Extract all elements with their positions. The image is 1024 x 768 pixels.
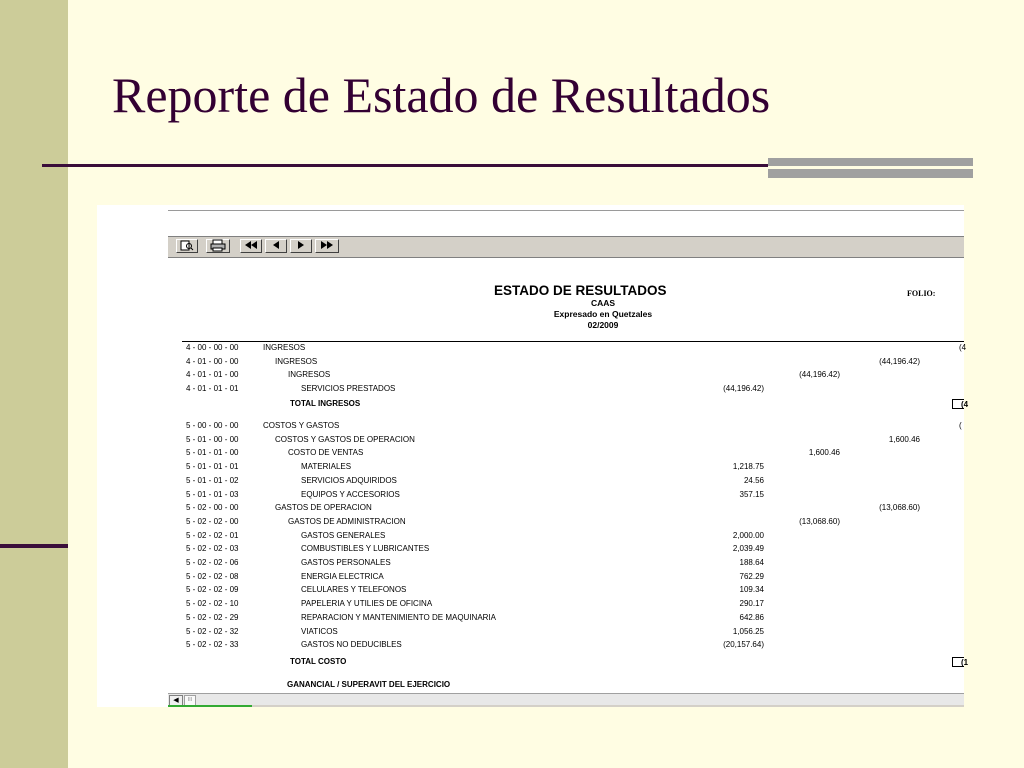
- row-description: GASTOS DE ADMINISTRACION: [288, 516, 406, 526]
- row-description: CELULARES Y TELEFONOS: [301, 585, 407, 595]
- row-code: 5 - 02 - 02 - 29: [186, 612, 239, 622]
- row-description: COMBUSTIBLES Y LUBRICANTES: [301, 544, 430, 554]
- scroll-thumb-grip: III: [187, 697, 193, 703]
- row-amount: 642.86: [739, 612, 764, 622]
- slide-title: Reporte de Estado de Resultados: [112, 67, 771, 123]
- row-code: 5 - 02 - 02 - 03: [186, 544, 239, 554]
- row-description: PAPELERIA Y UTILIES DE OFICINA: [301, 599, 433, 609]
- row-code: 4 - 01 - 01 - 01: [186, 384, 239, 394]
- row-code: 5 - 01 - 01 - 03: [186, 489, 239, 499]
- row-amount: (13,068.60): [879, 503, 920, 513]
- ganancia-label: GANANCIAL / SUPERAVIT DEL EJERCICIO: [287, 680, 451, 689]
- row-amount: (20,157.64): [723, 640, 764, 650]
- row-description: VIATICOS: [301, 626, 338, 636]
- row-amount: 2,000.00: [732, 530, 764, 540]
- status-bar: [168, 705, 964, 707]
- row-description: REPARACION Y MANTENIMIENTO DE MAQUINARIA: [301, 612, 496, 622]
- row-description: INGRESOS: [288, 370, 331, 380]
- window-top-strip: [168, 205, 964, 211]
- row-code: 4 - 01 - 01 - 00: [186, 370, 239, 380]
- row-amount: 188.64: [739, 558, 764, 567]
- row-description: GASTOS NO DEDUCIBLES: [301, 640, 402, 650]
- slide-left-accent: [0, 544, 68, 548]
- row-description: GASTOS GENERALES: [301, 530, 386, 540]
- total-ingresos-label: TOTAL INGRESOS: [290, 399, 361, 408]
- row-amount: (44,196.42): [723, 384, 764, 394]
- row-code: 4 - 00 - 00 - 00: [186, 343, 239, 352]
- row-description: INGRESOS: [263, 343, 306, 352]
- row-amount: 1,600.46: [888, 434, 920, 444]
- row-description: SERVICIOS ADQUIRIDOS: [301, 475, 397, 485]
- row-description: GASTOS PERSONALES: [301, 558, 391, 567]
- row-amount: 1,218.75: [732, 462, 764, 472]
- row-amount: 109.34: [739, 585, 764, 595]
- row-amount: 357.15: [739, 489, 764, 499]
- row-code: 5 - 02 - 02 - 06: [186, 558, 239, 567]
- row-code: 5 - 01 - 01 - 00: [186, 448, 239, 458]
- row-code: 5 - 02 - 02 - 08: [186, 571, 239, 581]
- next-page-icon[interactable]: [290, 239, 312, 253]
- row-code: 5 - 02 - 00 - 00: [186, 503, 239, 513]
- row-amount: (44,196.42): [799, 370, 840, 380]
- row-description: COSTOS Y GASTOS DE OPERACION: [275, 434, 415, 444]
- report-title: ESTADO DE RESULTADOS: [494, 283, 667, 298]
- row-amount: 762.29: [739, 571, 764, 581]
- report-currency-note: Expresado en Quetzales: [553, 309, 653, 319]
- last-page-icon[interactable]: [315, 239, 339, 253]
- row-amount: 1,600.46: [808, 448, 840, 458]
- total-costo-label: TOTAL COSTO: [290, 657, 347, 666]
- first-page-icon[interactable]: [240, 239, 262, 253]
- print-icon[interactable]: [206, 239, 230, 253]
- total-costo-value: (1: [952, 657, 964, 667]
- row-code: 5 - 02 - 02 - 10: [186, 599, 239, 609]
- row-code: 5 - 01 - 00 - 00: [186, 434, 239, 444]
- title-underline: [42, 164, 774, 167]
- row-code: 5 - 00 - 00 - 00: [186, 421, 239, 430]
- row-amount: 2,039.49: [732, 544, 764, 554]
- row-amount: 24.56: [743, 475, 764, 485]
- row-amount: 1,056.25: [732, 626, 764, 636]
- row-cut-amount: (4: [959, 343, 967, 352]
- row-code: 5 - 02 - 02 - 33: [186, 640, 239, 650]
- row-description: COSTO DE VENTAS: [288, 448, 364, 458]
- row-code: 5 - 02 - 02 - 00: [186, 516, 239, 526]
- row-amount: (44,196.42): [879, 356, 920, 366]
- row-description: ENERGIA ELECTRICA: [301, 571, 384, 581]
- row-code: 5 - 02 - 02 - 01: [186, 530, 239, 540]
- report-toolbar: [168, 236, 964, 258]
- row-amount: 290.17: [739, 599, 764, 609]
- row-code: 5 - 02 - 02 - 32: [186, 626, 239, 636]
- report-header-rule: [182, 341, 964, 342]
- scroll-left-icon[interactable]: ◀: [169, 695, 183, 706]
- slide-left-bar: [0, 0, 68, 768]
- folio-label: FOLIO:: [907, 289, 936, 298]
- row-description: MATERIALES: [301, 462, 352, 472]
- row-cut-amount: (: [959, 421, 962, 430]
- row-code: 4 - 01 - 00 - 00: [186, 356, 239, 366]
- row-description: GASTOS DE OPERACION: [275, 503, 372, 513]
- total-ingresos-value: (4: [952, 399, 964, 409]
- previous-page-icon[interactable]: [265, 239, 287, 253]
- report-viewer-screenshot: [97, 205, 969, 707]
- row-code: 5 - 01 - 01 - 01: [186, 462, 239, 472]
- report-period: 02/2009: [587, 320, 619, 330]
- row-description: EQUIPOS Y ACCESORIOS: [301, 489, 400, 499]
- report-company: CAAS: [590, 298, 616, 308]
- row-description: COSTOS Y GASTOS: [263, 421, 340, 430]
- row-amount: (13,068.60): [799, 516, 840, 526]
- row-description: SERVICIOS PRESTADOS: [301, 384, 396, 394]
- preview-icon[interactable]: [176, 239, 198, 253]
- title-underline-accent: [768, 158, 973, 178]
- status-progress: [168, 705, 252, 707]
- row-code: 5 - 02 - 02 - 09: [186, 585, 239, 595]
- row-description: INGRESOS: [275, 356, 318, 366]
- row-code: 5 - 01 - 01 - 02: [186, 475, 239, 485]
